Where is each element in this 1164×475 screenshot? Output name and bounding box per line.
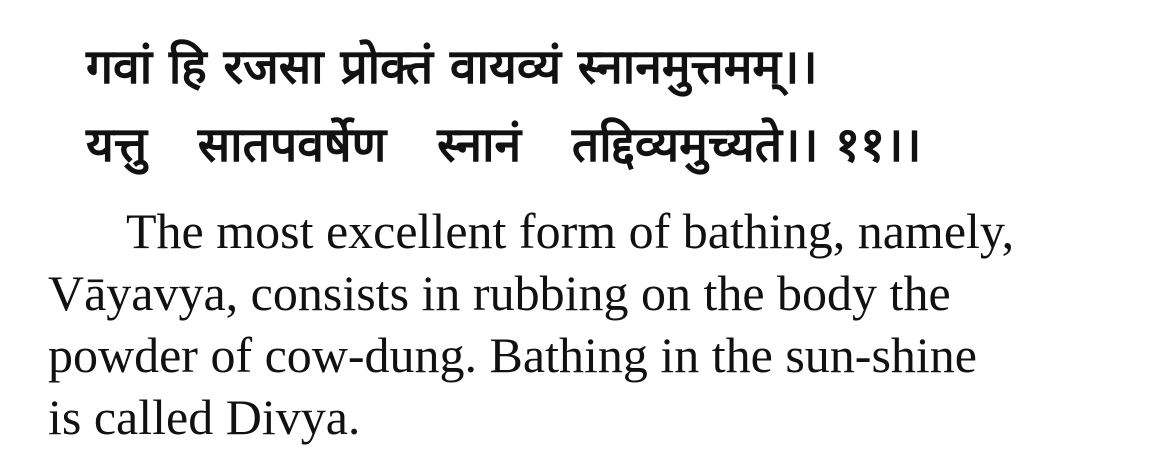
verse-word-with-number: तद्दिव्यमुच्यते।। ११।। [571,117,922,173]
verse-word: यत्तु [86,117,148,173]
verse-word: स्नानं [437,117,522,173]
translation-line-1: The most excellent form of bathing, namely, [126,203,1015,259]
verse-word: सातपवर्षेण [197,117,387,173]
cropped-bottom-text-fragment [130,452,1030,475]
translation-line-4: is called Divya. [48,389,361,445]
english-translation-paragraph [48,200,1106,448]
sanskrit-verse-line-1: गवां हि रजसा प्रोक्तं वायव्यं स्नानमुत्तमम्।। [86,39,818,95]
translation-line-3: powder of cow-dung. Bathing in the sun-shine [48,327,978,383]
sanskrit-verse-line-2 [86,116,1126,174]
translation-line-2: Vāyavya, consists in rubbing on the body the [48,265,951,321]
